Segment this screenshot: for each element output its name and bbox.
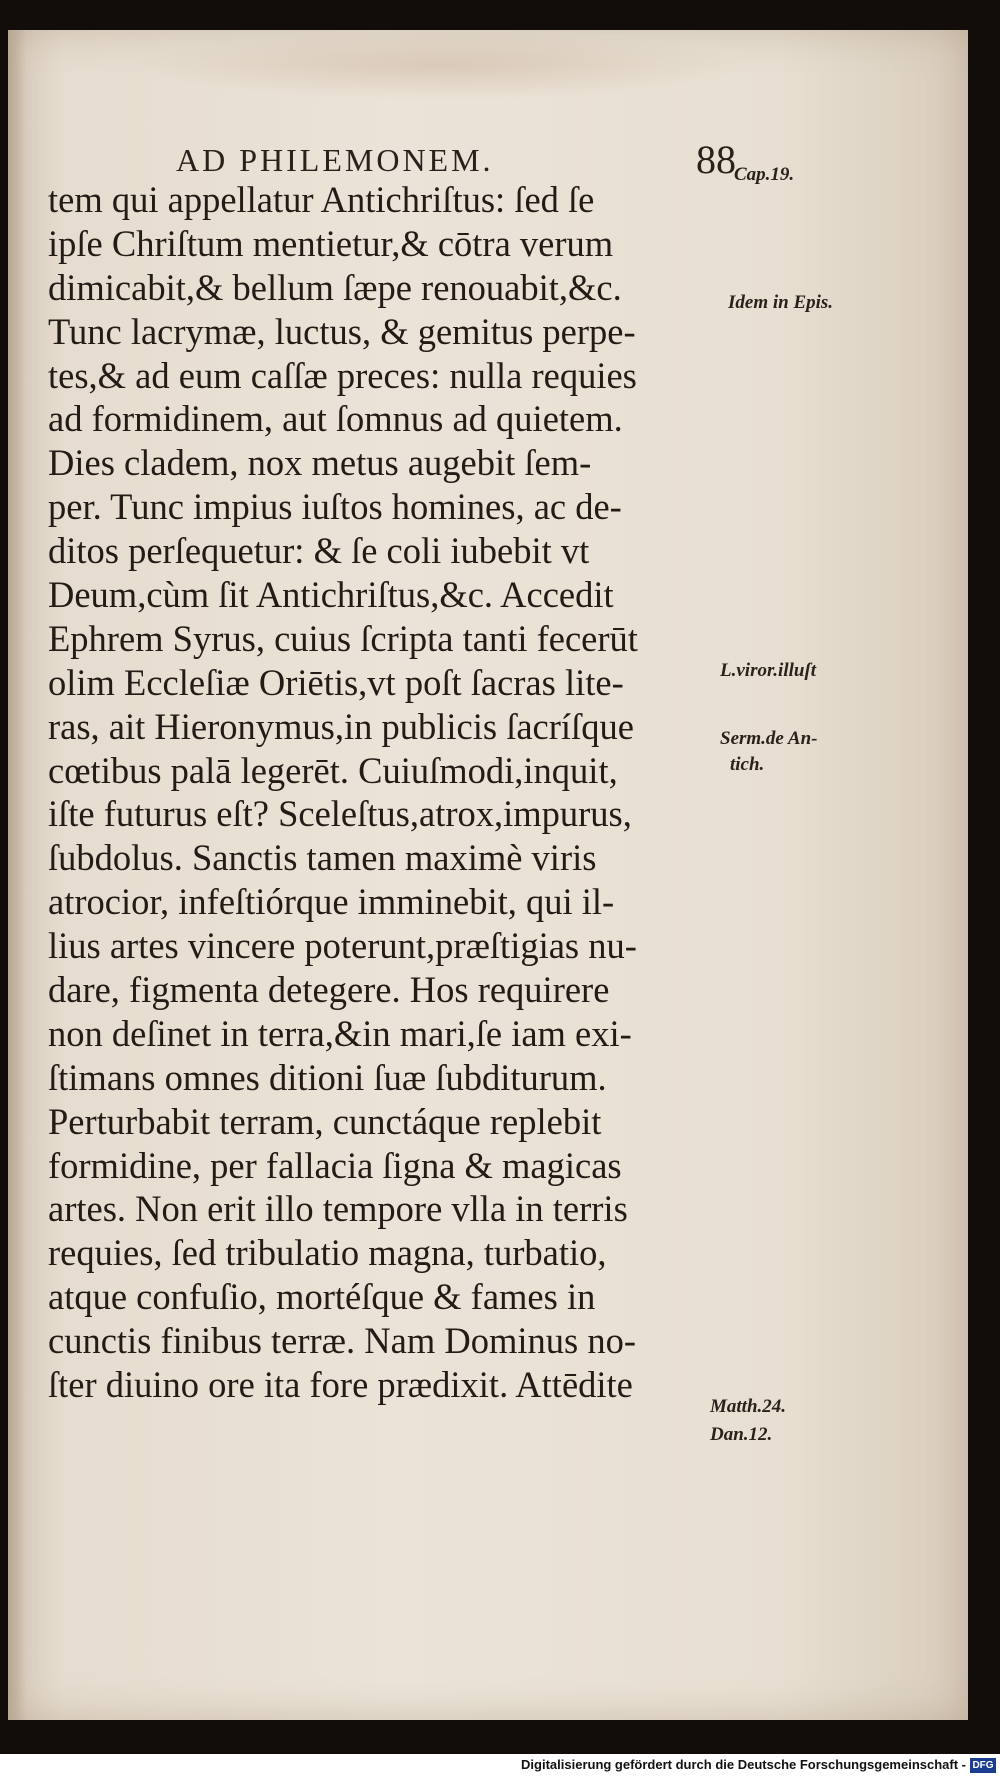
text-line: Dies cladem, nox metus augebit ſem- [48, 442, 592, 484]
margin-note: Serm.de An- [720, 728, 818, 749]
margin-note: tich. [730, 754, 765, 775]
text-line: ditos perſequetur: & ſe coli iubebit vt [48, 530, 590, 572]
body-text [48, 178, 738, 1407]
paper-stain [128, 30, 748, 100]
text-line: atque confuſio, mortéſque & fames in [48, 1276, 596, 1318]
text-line: requies, ſed tribulatio magna, turbatio, [48, 1232, 607, 1274]
funding-credit: Digitalisierung gefördert durch die Deutsche Forschungsgemeinschaft - [521, 1757, 966, 1772]
margin-note: Cap.19. [734, 164, 795, 185]
text-line: Deum,cùm ſit Antichriſtus,&c. Accedit [48, 574, 614, 616]
text-line: iſte futurus eſt? Sceleſtus,atrox,impurus, [48, 793, 632, 835]
text-line: dimicabit,& bellum ſæpe renouabit,&c. [48, 266, 622, 308]
running-head: AD PHILEMONEM. [176, 142, 494, 178]
margin-note: Matth.24. [710, 1396, 787, 1417]
text-line: ſubdolus. Sanctis tamen maximè viris [48, 837, 597, 879]
text-line: ad formidinem, aut ſomnus ad quietem. [48, 398, 623, 440]
page-number: 88 [696, 137, 736, 182]
book-page [8, 30, 968, 1720]
text-line: non deſinet in terra,&in mari,ſe iam exi- [48, 1012, 632, 1054]
text-line: atrocior, infeſtiórque imminebit, qui il- [48, 881, 615, 923]
text-line: tes,& ad eum caſſæ preces: nulla requies [48, 354, 637, 396]
text-line: Tunc lacrymæ, luctus, & gemitus perpe- [48, 310, 636, 352]
text-line: artes. Non erit illo tempore vlla in terris [48, 1188, 628, 1230]
text-line: olim Eccleſiæ Oriētis,vt poſt ſacras lite- [48, 661, 624, 703]
dfg-logo: DFG [970, 1758, 996, 1773]
text-line: per. Tunc impius iuſtos homines, ac de- [48, 486, 622, 528]
text-line: Ephrem Syrus, cuius ſcripta tanti fecerūt [48, 617, 638, 659]
text-line: cunctis finibus terræ. Nam Dominus no- [48, 1320, 636, 1362]
text-line: cœtibus palā legerēt. Cuiuſmodi,inquit, [48, 749, 618, 791]
margin-note: L.viror.illuſt [720, 660, 817, 681]
text-line: ras, ait Hieronymus,in publicis ſacríſque [48, 705, 634, 747]
text-line: Perturbabit terram, cunctáque replebit [48, 1100, 602, 1142]
text-line: tem qui appellatur Antichriſtus: ſed ſe [48, 179, 595, 220]
text-line: dare, figmenta detegere. Hos requirere [48, 969, 610, 1011]
margin-note: Idem in Epis. [728, 292, 834, 313]
text-line: ſtimans omnes ditioni ſuæ ſubditurum. [48, 1056, 607, 1098]
text-line: formidine, per fallacia ſigna & magicas [48, 1144, 622, 1186]
margin-note: Dan.12. [710, 1424, 773, 1445]
text-line: ſter diuino ore ita fore prædixit. Attēdite [48, 1364, 633, 1406]
footer-strip [0, 1754, 1000, 1780]
text-line: ipſe Chriſtum mentietur,& cōtra verum [48, 222, 614, 264]
text-line: lius artes vincere poterunt,præſtigias nu- [48, 925, 637, 967]
